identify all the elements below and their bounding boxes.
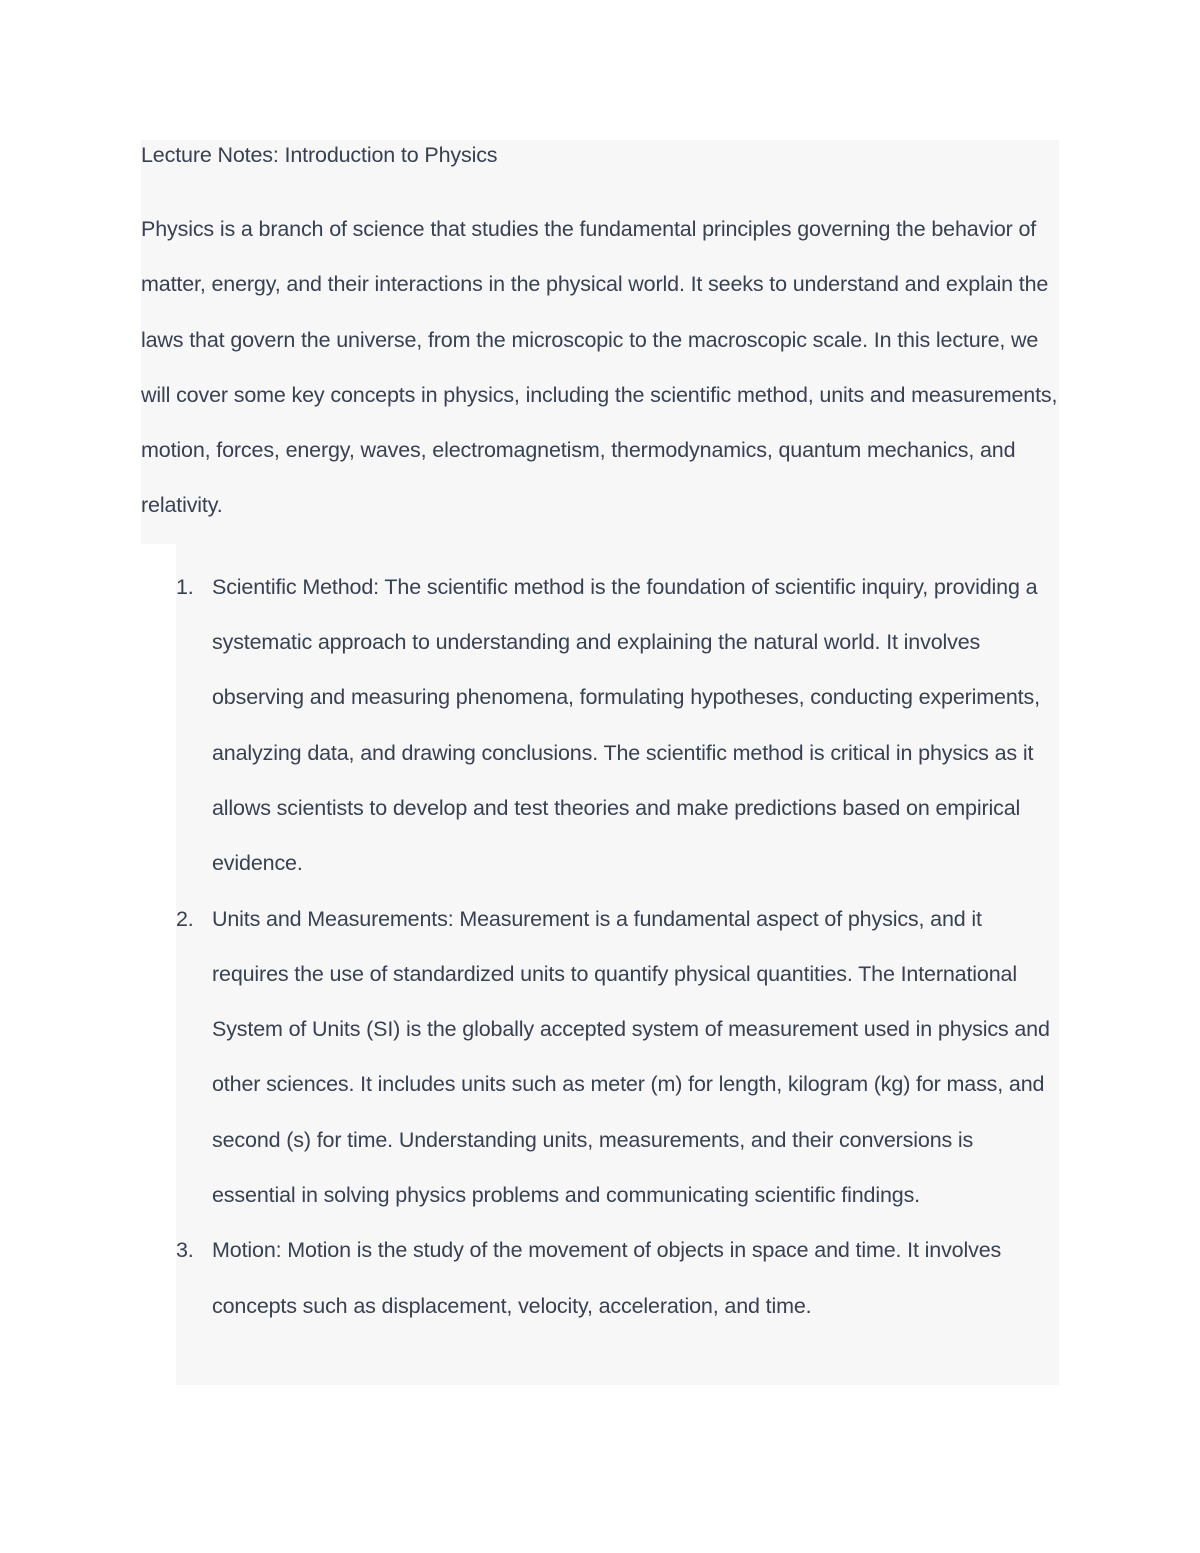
list-item-text: Motion: Motion is the study of the movement of objects in space and time. It involves concepts such as displacement, velocity, acceleration, and time. — [212, 1238, 1002, 1318]
topic-list — [141, 560, 1063, 1334]
list-item-number: 2. — [176, 906, 194, 931]
intro-paragraph: Physics is a branch of science that studies the fundamental principles governing the behavior of matter, energy, and their interactions in the physical world. It seeks to understand and explain the laws that govern the universe, from the microscopic to the macroscopic scale. In this lecture, we will cover some key concepts in physics, including the scientific method, units and measurements, motion, forces, energy, waves, electromagnetism, thermodynamics, quantum mechanics, and relativity. — [141, 217, 1058, 518]
list-item — [141, 892, 1063, 1224]
list-item-text: Scientific Method: The scientific method is the foundation of scientific inquiry, providing a systematic approach to understanding and explaining the natural world. It involves observing and measuring phenomena, formulating hypotheses, conducting experiments, analyzing data, and drawing conclusions. The scientific method is critical in physics as it allows scientists to develop and test theories and make predictions based on empirical evidence. — [212, 574, 1040, 876]
document-title: Lecture Notes: Introduction to Physics — [141, 143, 498, 167]
list-item-text: Units and Measurements: Measurement is a fundamental aspect of physics, and it requires the use of standardized units to quantify physical quantities. The International System of Units (SI) is the globally accepted system of measurement used in physics and other sciences. It includes units such as meter (m) for length, kilogram (kg) for mass, and second (s) for time. Understanding units, measurements, and their conversions is essential in solving physics problems and communicating scientific findings. — [212, 906, 1050, 1208]
list-item — [141, 1223, 1063, 1334]
list-item-number: 3. — [176, 1238, 194, 1263]
list-item-number: 1. — [176, 574, 194, 599]
list-item — [141, 560, 1063, 892]
document-content — [141, 137, 1063, 1334]
